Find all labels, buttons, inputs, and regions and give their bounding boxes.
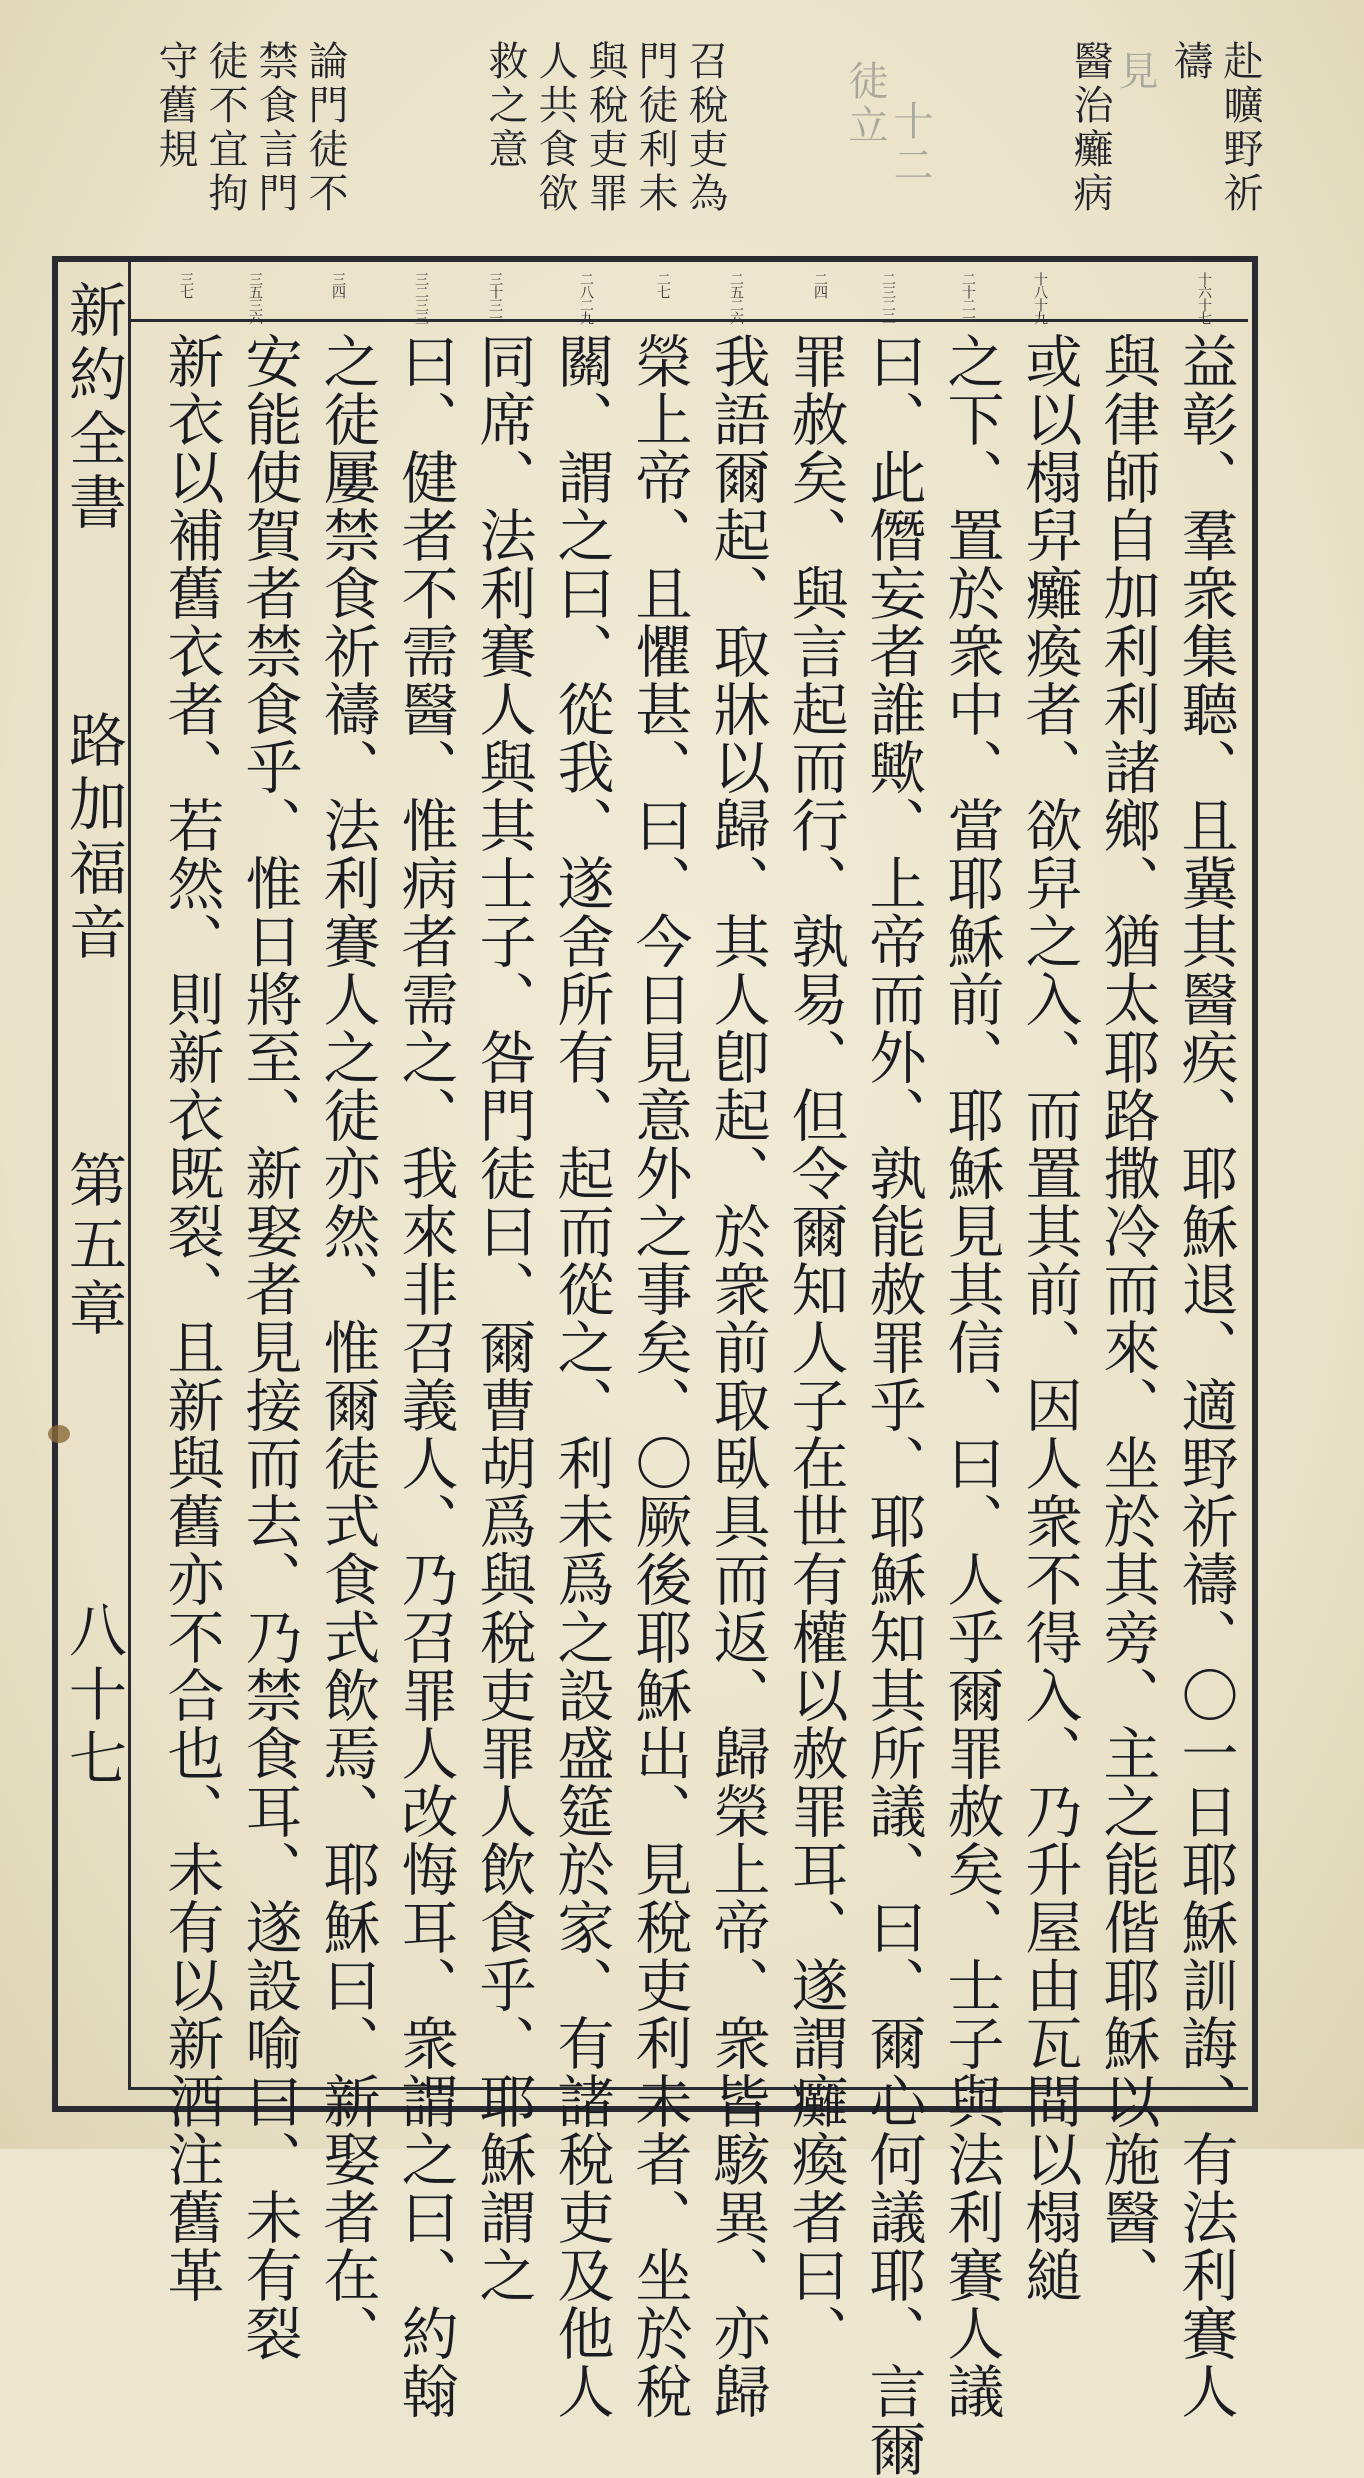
text-column: 關、謂之曰、從我、遂舍所有、起而從之、利未爲之設盛筵於家、有諸稅吏及他人	[548, 332, 614, 2420]
text-column: 或以榻舁癱瘓者、欲舁之入、而置其前、因人衆不得入、乃升屋由瓦間以榻縋	[1016, 332, 1082, 2304]
verse-number: 二十二一	[960, 272, 976, 324]
verse-number: 三二三三	[413, 272, 429, 324]
verse-number: 二四	[812, 272, 828, 298]
text-column: 新衣以補舊衣者、若然、則新衣既裂、且新與舊亦不合也、未有以新酒注舊革	[158, 332, 224, 2304]
margin-notes	[150, 40, 1263, 230]
note-levi: 召稅吏為門徒利未與稅吏罪人共食欲救之意	[482, 40, 728, 216]
text-column: 曰、健者不需醫、惟病者需之、我來非召義人、乃召罪人改悔耳、衆謂之曰、約翰	[392, 332, 458, 2420]
note-fasting: 論門徒不禁食言門徒不宜拘守舊規	[152, 40, 348, 216]
ink-spot	[48, 1425, 70, 1443]
text-column: 同席、法利賽人與其士子、咎門徒曰、爾曹胡爲與稅吏罪人飲食乎、耶穌謂之	[470, 332, 536, 2304]
verse-number: 二三二二	[880, 272, 896, 324]
text-column: 罪赦矣、與言起而行、孰易、但令爾知人子在世有權以赦罪耳、遂謂癱瘓者曰、	[782, 332, 848, 2362]
verse-number: 二八二九	[578, 272, 594, 324]
verse-number: 三七	[178, 272, 194, 298]
text-column: 安能使賀者禁食乎、惟日將至、新娶者見接而去、乃禁食耳、遂設喻曰、未有裂	[236, 332, 302, 2362]
verse-number: 二七	[655, 272, 671, 298]
note-pray: 赴曠野祈禱	[1167, 40, 1263, 216]
verse-number: 三四	[330, 272, 346, 298]
text-column: 益彰、羣衆集聽、且冀其醫疾、耶穌退、適野祈禱、〇一日耶穌訓誨、有法利賽人	[1172, 332, 1238, 2420]
verse-number: 二五二六	[728, 272, 744, 324]
verse-number: 三十三一	[487, 272, 503, 324]
gospel-title: 路加福音	[59, 710, 127, 966]
verse-number-band	[131, 260, 1248, 322]
verse-number: 十八十九	[1032, 272, 1048, 324]
verse-number: 三五三六	[247, 272, 263, 324]
faded-note: 徒立	[842, 60, 888, 148]
faded-note: 見	[1112, 50, 1158, 94]
running-head	[58, 280, 128, 2100]
text-column: 榮上帝、且懼甚、曰、今日見意外之事矣、〇厥後耶穌出、見稅吏利未者、坐於稅	[626, 332, 692, 2420]
page-number: 八十七	[59, 1600, 127, 1792]
text-column: 之徒屢禁食祈禱、法利賽人之徒亦然、惟爾徒式食式飲焉、耶穌曰、新娶者在、	[314, 332, 380, 2362]
text-column: 曰、此僭妄者誰歟、上帝而外、孰能赦罪乎、耶穌知其所議、曰、爾心何議耶、言爾	[860, 332, 926, 2478]
chapter-title: 第五章	[59, 1150, 127, 1342]
note-heal: 醫治癱病	[1067, 40, 1113, 216]
verse-number: 十六十七	[1196, 272, 1212, 324]
book-title: 新約全書	[59, 280, 127, 536]
text-column: 與律師自加利利諸鄉、猶太耶路撒冷而來、坐於其旁、主之能偕耶穌以施醫、	[1094, 332, 1160, 2304]
text-column: 之下、置於衆中、當耶穌前、耶穌見其信、曰、人乎爾罪赦矣、士子與法利賽人議	[938, 332, 1004, 2420]
faded-note: 十二	[887, 100, 933, 188]
text-column: 我語爾起、取牀以歸、其人卽起、於衆前取臥具而返、歸榮上帝、衆皆駭異、亦歸	[704, 332, 770, 2420]
